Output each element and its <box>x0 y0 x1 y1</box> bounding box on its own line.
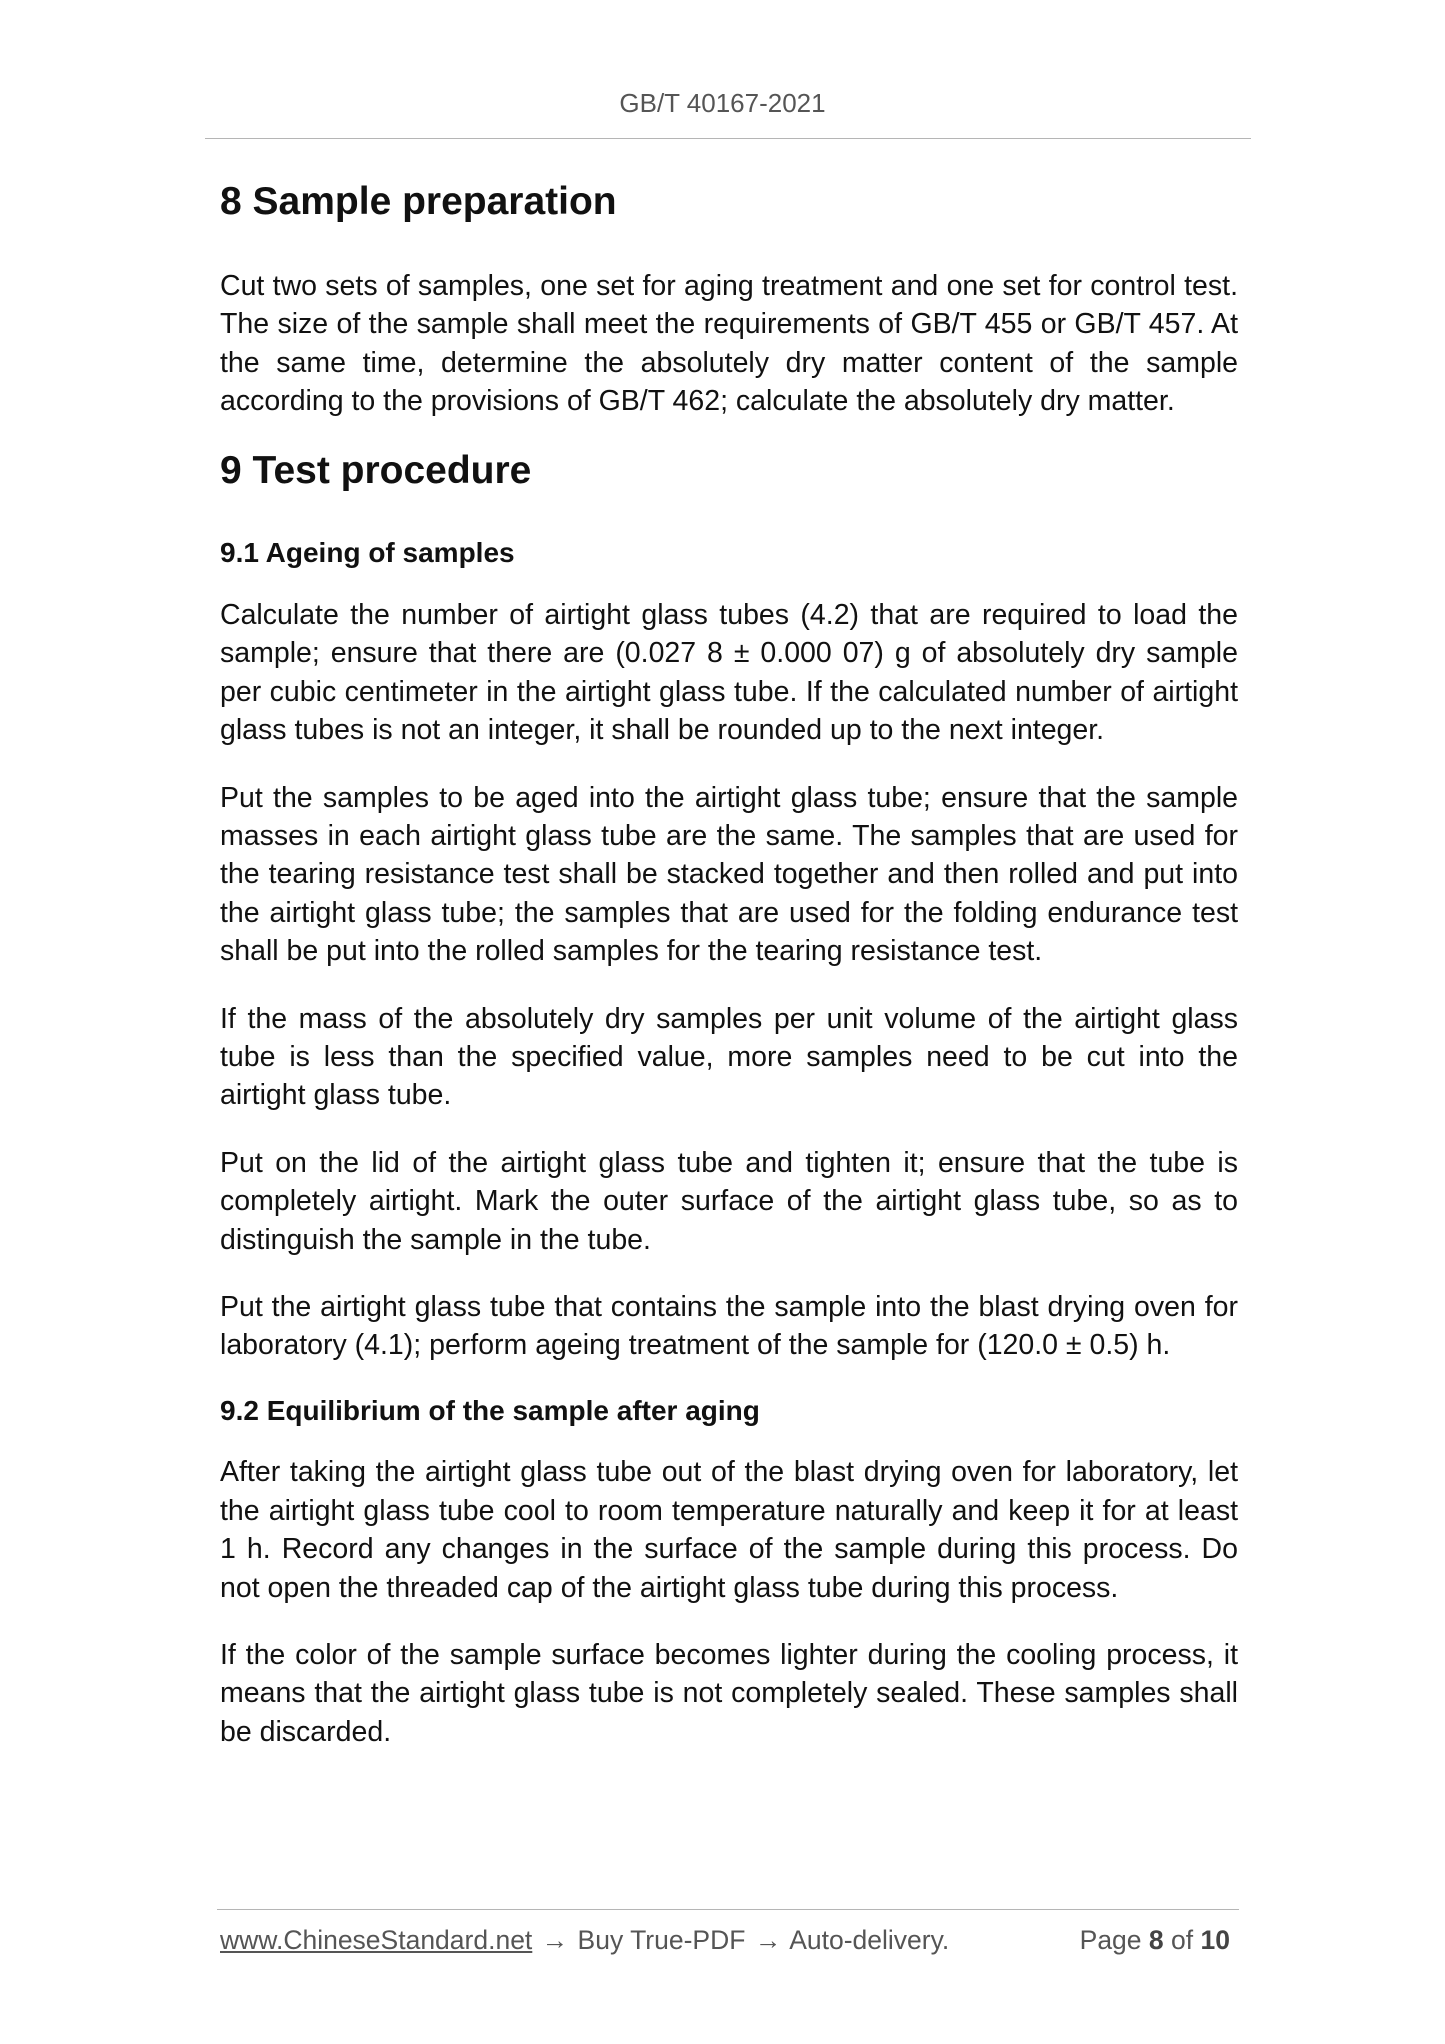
page-content <box>220 180 1238 1780</box>
subsection-9-2-paragraph: If the color of the sample surface becomes lighter during the cooling process, it means that the airtight glass tube is not completely sealed. These samples shall be discarded. <box>220 1639 1238 1748</box>
subsection-9-1-paragraph: Put the samples to be aged into the airtight glass tube; ensure that the sample masses in each airtight glass tube are the same. The samples that are used for the tearing resistance test shall be stacked together and then rolled and put into the airtight glass tube; the samples that are used for the folding endurance test shall be put into the rolled samples for the tearing resistance test. <box>220 781 1238 968</box>
footer-divider <box>217 1909 1239 1910</box>
section-8-paragraph: Cut two sets of samples, one set for aging treatment and one set for control test. The size of the sample shall meet the requirements of GB/T 455 or GB/T 457. At the same time, determine the absolutely dry matter content of the sample according to the provisions of GB/T 462; calculate the absolutely dry matter. <box>220 269 1238 418</box>
section-9-title: 9 Test procedure <box>220 449 532 493</box>
auto-delivery-text: Auto-delivery. <box>789 1925 950 1955</box>
header-divider <box>205 138 1251 139</box>
subsection-9-1-paragraph: Put the airtight glass tube that contains the sample into the blast drying oven for laboratory (4.1); perform ageing treatment of the sample for (120.0 ± 0.5) h. <box>220 1291 1238 1362</box>
subsection-9-1-paragraph: If the mass of the absolutely dry samples per unit volume of the airtight glass tube is less than the specified value, more samples need to be cut into the airtight glass tube. <box>220 1002 1238 1112</box>
footer-promo <box>220 1925 949 1956</box>
subsection-9-1-paragraph: Calculate the number of airtight glass tubes (4.2) that are required to load the sample; ensure that there are (0.027 8 ± 0.000 07) g of absolutely dry sample per cubic centimeter in the airtight glass tube. If the calculated number of airtight glass tubes is not an integer, it shall be rounded up to the next integer. <box>220 598 1238 747</box>
subsection-9-1-title: 9.1 Ageing of samples <box>220 537 515 569</box>
subsection-9-1-paragraph: Put on the lid of the airtight glass tube and tighten it; ensure that the tube is completely airtight. Mark the outer surface of the airtight glass tube, so as to distinguish the sample in the tube. <box>220 1146 1238 1256</box>
page-number: 8 <box>1148 1925 1164 1955</box>
buy-true-pdf-text: Buy True-PDF <box>577 1925 746 1955</box>
page-total: 10 <box>1200 1925 1230 1955</box>
document-header-code: GB/T 40167-2021 <box>619 88 826 118</box>
arrow-right-icon: → <box>754 1925 782 1955</box>
chinesestandard-link[interactable]: www.ChineseStandard.net <box>220 1925 533 1955</box>
of-label: of <box>1171 1925 1194 1955</box>
subsection-9-2-title: 9.2 Equilibrium of the sample after aging <box>220 1394 760 1426</box>
section-8-title: 8 Sample preparation <box>220 180 617 223</box>
page-label: Page <box>1079 1925 1142 1955</box>
arrow-right-icon: → <box>541 1925 569 1955</box>
subsection-9-2-paragraph: After taking the airtight glass tube out of the blast drying oven for laboratory, let the airtight glass tube cool to room temperature naturally and keep it for at least 1 h. Record any changes in the surface of the sample during this process. Do not open the threaded cap of the airtight glass tube during this process. <box>220 1456 1238 1604</box>
page-indicator <box>1080 1925 1230 1956</box>
